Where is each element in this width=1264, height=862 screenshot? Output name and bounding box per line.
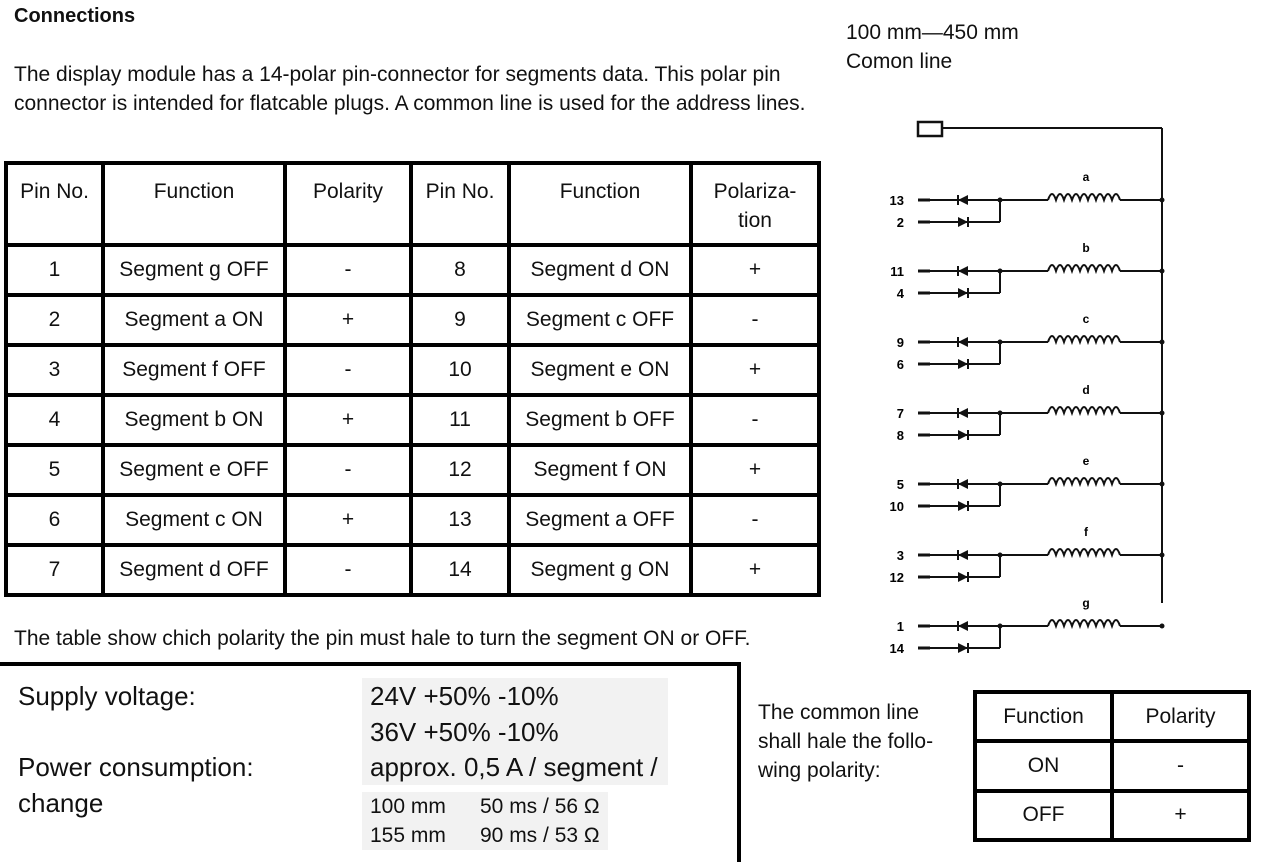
pin-no-cell: 13 xyxy=(411,495,509,545)
wire-range: 100 mm—450 mm xyxy=(846,21,1019,44)
pin-table-header-row xyxy=(6,163,819,245)
junction-dot xyxy=(1160,553,1165,558)
supply-value-2: 36V +50% -10% xyxy=(370,717,559,747)
pin-no-cell: 6 xyxy=(6,495,103,545)
junction-dot xyxy=(1160,198,1165,203)
segment-letter: d xyxy=(1082,383,1090,397)
pin-label: 1 xyxy=(896,619,904,634)
pin-label: 11 xyxy=(890,264,904,279)
timing-row xyxy=(370,821,600,850)
power-value: approx. 0,5 A / segment / xyxy=(362,749,668,785)
common-line-label: Comon line xyxy=(846,50,953,73)
polarity-cell: + xyxy=(285,395,411,445)
function-cell: Segment d OFF xyxy=(103,545,285,595)
header-function: Function xyxy=(103,163,285,245)
diode-icon xyxy=(958,621,968,631)
function-cell: Segment a OFF xyxy=(509,495,691,545)
spec-box xyxy=(0,662,741,862)
coil-icon xyxy=(1048,549,1120,555)
supply-label: Supply voltage: xyxy=(18,681,196,711)
function-cell: Segment b OFF xyxy=(509,395,691,445)
pin-table-row xyxy=(6,495,819,545)
power-label-line-1: Power consumption: xyxy=(18,752,254,782)
diode-icon xyxy=(958,479,968,489)
supply-values xyxy=(362,678,668,750)
polarity-header-row xyxy=(975,692,1249,741)
diode-icon xyxy=(958,572,968,582)
function-cell: Segment b ON xyxy=(103,395,285,445)
pin-label: 10 xyxy=(889,499,904,514)
timing-size: 155 mm xyxy=(370,824,446,847)
junction-dot xyxy=(1160,340,1165,345)
polarity-cell: - xyxy=(285,545,411,595)
pin-label: 6 xyxy=(896,357,904,372)
pin-label: 12 xyxy=(889,570,904,585)
polarity-row xyxy=(975,741,1249,790)
function-cell: Segment f OFF xyxy=(103,345,285,395)
segment-letter: c xyxy=(1082,312,1090,326)
diode-icon xyxy=(958,359,968,369)
coil-icon xyxy=(1048,336,1120,342)
pin-label: 8 xyxy=(896,428,904,443)
pin-table xyxy=(4,161,821,597)
polarization-cell: + xyxy=(691,445,819,495)
polarity-value: - xyxy=(1112,741,1249,790)
wire-range-label xyxy=(846,18,1019,76)
coil-icon xyxy=(1048,620,1120,626)
common-line-note: The common line shall hale the follo-wing polarity: xyxy=(758,701,934,782)
table-note: The table show chich polarity the pin must hale to turn the segment ON or OFF. xyxy=(14,627,751,650)
diode-icon xyxy=(958,501,968,511)
segment-letter: f xyxy=(1084,525,1088,539)
function-cell: Segment d ON xyxy=(509,245,691,295)
pin-label: 9 xyxy=(896,335,904,350)
function-cell: Segment f ON xyxy=(509,445,691,495)
pin-no-cell: 2 xyxy=(6,295,103,345)
segment-letter: g xyxy=(1082,596,1090,610)
pin-table-row xyxy=(6,245,819,295)
pin-label: 13 xyxy=(889,193,904,208)
pin-table-row xyxy=(6,295,819,345)
pin-no-cell: 3 xyxy=(6,345,103,395)
timing-value: 50 ms / 56 Ω xyxy=(480,795,600,818)
junction-dot xyxy=(1160,269,1165,274)
diode-icon xyxy=(958,266,968,276)
polarization-cell: - xyxy=(691,395,819,445)
pin-table-row xyxy=(6,445,819,495)
pin-label: 5 xyxy=(896,477,904,492)
polarity-header-function: Function xyxy=(975,692,1112,741)
pin-label: 4 xyxy=(896,286,904,301)
timing-value: 90 ms / 53 Ω xyxy=(480,824,600,847)
pin-no-cell: 9 xyxy=(411,295,509,345)
power-label xyxy=(18,749,254,821)
page-title: Connections xyxy=(14,5,136,27)
pin-table-row xyxy=(6,345,819,395)
junction-dot xyxy=(1160,624,1165,629)
polarity-cell: + xyxy=(285,495,411,545)
segment-letter: a xyxy=(1082,170,1090,184)
header-polarization: Polariza- tion xyxy=(691,163,819,245)
function-cell: Segment a ON xyxy=(103,295,285,345)
segment-letter: e xyxy=(1082,454,1090,468)
coil-icon xyxy=(1048,194,1120,200)
power-label-line-2: change xyxy=(18,788,104,818)
header-polarity: Polarity xyxy=(285,163,411,245)
polarity-cell: - xyxy=(285,345,411,395)
polarization-cell: - xyxy=(691,495,819,545)
diode-icon xyxy=(958,408,968,418)
function-cell: Segment c OFF xyxy=(509,295,691,345)
polarity-cell: - xyxy=(285,445,411,495)
timing-list xyxy=(362,792,608,850)
wiring-diagram xyxy=(880,118,1180,668)
polarity-function: ON xyxy=(975,741,1112,790)
diode-icon xyxy=(958,288,968,298)
diode-icon xyxy=(958,195,968,205)
timing-size: 100 mm xyxy=(370,795,446,818)
function-cell: Segment e OFF xyxy=(103,445,285,495)
segment-letter: b xyxy=(1082,241,1090,255)
pin-no-cell: 10 xyxy=(411,345,509,395)
function-cell: Segment g ON xyxy=(509,545,691,595)
connector-icon xyxy=(918,122,942,136)
polarity-row xyxy=(975,791,1249,840)
polarity-header-polarity: Polarity xyxy=(1112,692,1249,741)
polarization-cell: + xyxy=(691,245,819,295)
polarity-table xyxy=(973,690,1251,842)
supply-value-1: 24V +50% -10% xyxy=(370,681,559,711)
pin-no-cell: 8 xyxy=(411,245,509,295)
timing-row xyxy=(370,792,600,821)
function-cell: Segment e ON xyxy=(509,345,691,395)
polarization-cell: - xyxy=(691,295,819,345)
polarization-cell: + xyxy=(691,545,819,595)
header-function-2: Function xyxy=(509,163,691,245)
polarity-function: OFF xyxy=(975,791,1112,840)
pin-no-cell: 12 xyxy=(411,445,509,495)
diode-icon xyxy=(958,643,968,653)
junction-dot xyxy=(1160,411,1165,416)
diode-icon xyxy=(958,430,968,440)
coil-icon xyxy=(1048,265,1120,271)
diode-icon xyxy=(958,337,968,347)
function-cell: Segment g OFF xyxy=(103,245,285,295)
polarity-value: + xyxy=(1112,791,1249,840)
pin-table-row xyxy=(6,395,819,445)
pin-no-cell: 4 xyxy=(6,395,103,445)
polarization-cell: + xyxy=(691,345,819,395)
pin-label: 2 xyxy=(896,215,904,230)
pin-no-cell: 7 xyxy=(6,545,103,595)
pin-label: 14 xyxy=(889,641,904,656)
coil-icon xyxy=(1048,407,1120,413)
header-pin-no-2: Pin No. xyxy=(411,163,509,245)
polarity-cell: - xyxy=(285,245,411,295)
junction-dot xyxy=(1160,482,1165,487)
diode-icon xyxy=(958,217,968,227)
pin-no-cell: 14 xyxy=(411,545,509,595)
pin-label: 7 xyxy=(896,406,904,421)
pin-no-cell: 11 xyxy=(411,395,509,445)
pin-no-cell: 1 xyxy=(6,245,103,295)
polarity-cell: + xyxy=(285,295,411,345)
intro-paragraph: The display module has a 14-polar pin-connector for segments data. This polar pin connector is intended for flatcable plugs. A common line is used for the address lines. xyxy=(14,63,806,115)
pin-no-cell: 5 xyxy=(6,445,103,495)
diode-icon xyxy=(958,550,968,560)
pin-label: 3 xyxy=(896,548,904,563)
coil-icon xyxy=(1048,478,1120,484)
header-pin-no: Pin No. xyxy=(6,163,103,245)
function-cell: Segment c ON xyxy=(103,495,285,545)
pin-table-row xyxy=(6,545,819,595)
